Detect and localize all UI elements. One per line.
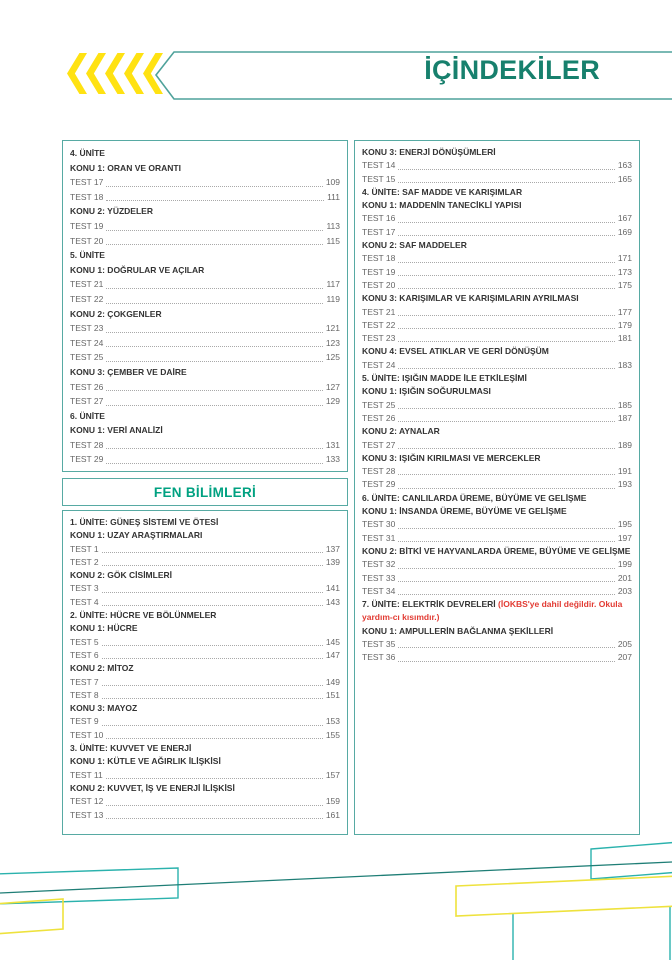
toc-test-row (70, 277, 340, 292)
topic-title: KONU 3: KARIŞIMLAR VE KARIŞIMLARIN AYRILMASI (362, 293, 579, 304)
toc-topic-row (70, 529, 340, 542)
toc-test-row (362, 306, 632, 319)
page-number: 187 (617, 412, 632, 423)
test-label: TEST 9 (70, 716, 99, 727)
test-label: TEST 24 (362, 359, 396, 370)
dotted-leader (102, 725, 323, 726)
dotted-leader (102, 645, 323, 646)
toc-topic-row (362, 292, 632, 305)
dotted-leader (106, 818, 322, 819)
toc-test-row (362, 465, 632, 478)
test-label: TEST 34 (362, 585, 396, 596)
toc-test-row (362, 532, 632, 545)
topic-title: KONU 1: KÜTLE VE AĞIRLIK İLİŞKİSİ (70, 756, 221, 767)
dotted-leader (106, 332, 322, 333)
topic-title: KONU 1: İNSANDA ÜREME, BÜYÜME VE GELİŞME (362, 506, 567, 517)
toc-topic-row (362, 199, 632, 212)
test-label: TEST 21 (70, 279, 104, 290)
test-label: TEST 1 (70, 543, 99, 554)
toc-topic-row (70, 307, 340, 322)
dotted-leader (398, 421, 614, 422)
toc-topic-row (70, 662, 340, 675)
toc-test-row (70, 636, 340, 649)
test-label: TEST 23 (362, 333, 396, 344)
test-label: TEST 27 (70, 396, 104, 407)
toc-test-row (362, 412, 632, 425)
toc-test-row (70, 234, 340, 249)
page-number: 175 (617, 279, 632, 290)
dotted-leader (398, 528, 614, 529)
dotted-leader (106, 448, 322, 449)
page-number: 159 (325, 796, 340, 807)
toc-test-row (70, 556, 340, 569)
toc-test-row (70, 795, 340, 808)
toc-test-row (70, 350, 340, 365)
test-label: TEST 17 (362, 226, 396, 237)
test-label: TEST 15 (362, 173, 396, 184)
page-number: 133 (325, 454, 340, 465)
test-label: TEST 20 (362, 279, 396, 290)
toc-unit-row (70, 609, 340, 622)
test-label: TEST 4 (70, 596, 99, 607)
dotted-leader (106, 738, 322, 739)
test-label: TEST 32 (362, 559, 396, 570)
toc-topic-row (362, 146, 632, 159)
test-label: TEST 17 (70, 177, 104, 188)
page-number: 147 (325, 649, 340, 660)
dotted-leader (102, 698, 323, 699)
test-label: TEST 12 (70, 796, 104, 807)
page-number: 183 (617, 359, 632, 370)
page-number: 139 (325, 556, 340, 567)
toc-test-row (70, 394, 340, 409)
toc-test-row (70, 452, 340, 467)
toc-test-row (70, 190, 340, 205)
toc-unit-row (362, 186, 632, 199)
toc-topic-row (70, 204, 340, 219)
test-label: TEST 21 (362, 306, 396, 317)
page-number: 143 (325, 596, 340, 607)
toc-unit-row (70, 516, 340, 529)
toc-unit-row (362, 598, 632, 625)
page-number: 201 (617, 572, 632, 583)
dotted-leader (102, 685, 323, 686)
page-number: 119 (326, 293, 340, 304)
page-number: 117 (326, 279, 340, 290)
toc-topic-row (70, 755, 340, 768)
test-label: TEST 22 (362, 319, 396, 330)
test-label: TEST 6 (70, 649, 99, 660)
toc-test-row (70, 769, 340, 782)
topic-title: KONU 3: IŞIĞIN KIRILMASI VE MERCEKLER (362, 452, 541, 463)
dotted-leader (398, 222, 614, 223)
page-number: 193 (617, 479, 632, 490)
toc-topic-row (362, 239, 632, 252)
topic-title: KONU 1: VERİ ANALİZİ (70, 425, 163, 436)
dotted-leader (398, 275, 614, 276)
toc-test-row (362, 266, 632, 279)
page-number: 181 (617, 333, 632, 344)
page-number: 177 (617, 306, 632, 317)
toc-topic-row (362, 545, 632, 558)
toc-topic-row (70, 263, 340, 278)
toc-topic-row (70, 702, 340, 715)
test-label: TEST 29 (70, 454, 104, 465)
page-number: 195 (617, 519, 632, 530)
toc-test-row (70, 292, 340, 307)
toc-test-row (70, 582, 340, 595)
test-label: TEST 31 (362, 532, 396, 543)
toc-test-row (70, 649, 340, 662)
toc-unit-row (70, 409, 340, 424)
test-label: TEST 13 (70, 809, 104, 820)
section-header-fen-bilimleri: FEN BİLİMLERİ (153, 484, 257, 500)
dotted-leader (398, 341, 614, 342)
test-label: TEST 2 (70, 556, 99, 567)
dotted-leader (398, 568, 614, 569)
toc-test-row (362, 252, 632, 265)
toc-test-row (362, 585, 632, 598)
page-number: 151 (325, 689, 340, 700)
toc-topic-row (362, 452, 632, 465)
test-label: TEST 10 (70, 729, 104, 740)
page-number: 129 (325, 396, 340, 407)
test-label: TEST 14 (362, 160, 396, 171)
toc-unit-row (70, 146, 340, 161)
page-number: 189 (617, 439, 632, 450)
dotted-leader (398, 235, 614, 236)
test-label: TEST 18 (362, 253, 396, 264)
chevron-decoration (60, 53, 155, 94)
dotted-leader (106, 303, 323, 304)
topic-title: KONU 2: SAF MADDELER (362, 240, 467, 251)
dotted-leader (106, 346, 322, 347)
page-number: 149 (325, 676, 340, 687)
toc-test-row (362, 332, 632, 345)
test-label: TEST 28 (70, 439, 104, 450)
toc-test-row (70, 596, 340, 609)
topic-title: KONU 1: IŞIĞIN SOĞURULMASI (362, 386, 491, 397)
page-number: 113 (326, 220, 340, 231)
unit-title: 5. ÜNİTE: IŞIĞIN MADDE İLE ETKİLEŞİMİ (362, 373, 527, 384)
section-header-box (62, 478, 348, 506)
toc-test-row (70, 543, 340, 556)
topic-title: KONU 1: UZAY ARAŞTIRMALARI (70, 530, 203, 541)
test-label: TEST 35 (362, 638, 396, 649)
unit-title: 5. ÜNİTE (70, 250, 105, 261)
unit-title: 1. ÜNİTE: GÜNEŞ SİSTEMİ VE ÖTESİ (70, 517, 219, 527)
test-label: TEST 11 (70, 769, 103, 780)
toc-test-row (70, 438, 340, 453)
toc-test-row (362, 359, 632, 372)
topic-title: KONU 3: MAYOZ (70, 703, 138, 714)
dotted-leader (398, 448, 614, 449)
toc-box-bottom-left (62, 510, 348, 835)
toc-topic-row (70, 782, 340, 795)
test-label: TEST 18 (70, 191, 104, 202)
topic-title: KONU 4: EVSEL ATIKLAR VE GERİ DÖNÜŞÜM (362, 346, 549, 357)
toc-topic-row (70, 365, 340, 380)
topic-title: KONU 1: AMPULLERİN BAĞLANMA ŞEKİLLERİ (362, 625, 554, 636)
page-number: 109 (325, 177, 340, 188)
page-number: 179 (617, 319, 632, 330)
toc-test-row (362, 638, 632, 651)
topic-title: KONU 2: KUVVET, İŞ VE ENERJİ İLİŞKİSİ (70, 782, 235, 793)
test-label: TEST 22 (70, 293, 104, 304)
toc-test-row (362, 159, 632, 172)
page-number: 169 (617, 226, 632, 237)
dotted-leader (398, 328, 614, 329)
test-label: TEST 5 (70, 636, 99, 647)
page-number: 145 (325, 636, 340, 647)
page-number: 191 (617, 466, 632, 477)
page-number: 121 (325, 323, 340, 334)
page-number: 167 (617, 213, 632, 224)
toc-test-row (70, 175, 340, 190)
topic-title: KONU 3: ENERJİ DÖNÜŞÜMLERİ (362, 147, 496, 157)
test-label: TEST 20 (70, 235, 104, 246)
dotted-leader (102, 592, 323, 593)
unit-title: 4. ÜNİTE (70, 148, 105, 158)
dotted-leader (398, 315, 614, 316)
toc-unit-row (362, 492, 632, 505)
dotted-leader (398, 182, 614, 183)
toc-box-top-left (62, 140, 348, 472)
topic-title: KONU 2: AYNALAR (362, 426, 440, 437)
toc-test-row (362, 279, 632, 292)
toc-test-row (70, 219, 340, 234)
toc-test-row (362, 439, 632, 452)
page-number: 153 (325, 716, 340, 727)
dotted-leader (106, 244, 323, 245)
dotted-leader (106, 186, 322, 187)
dotted-leader (106, 778, 323, 779)
toc-topic-row (362, 425, 632, 438)
toc-test-row (362, 572, 632, 585)
toc-test-row (70, 809, 340, 822)
dotted-leader (106, 390, 322, 391)
page-number: 111 (327, 191, 340, 202)
page-number: 137 (325, 543, 340, 554)
page-header (0, 0, 672, 120)
test-label: TEST 25 (70, 352, 104, 363)
test-label: TEST 16 (362, 213, 396, 224)
toc-test-row (362, 558, 632, 571)
unit-note-red: (İOKBS'ye dahil değildir. Okula yardım-cı kısımdır.) (362, 599, 623, 623)
dotted-leader (106, 805, 322, 806)
test-label: TEST 33 (362, 572, 396, 583)
toc-test-row (362, 226, 632, 239)
topic-title: KONU 2: BİTKİ VE HAYVANLARDA ÜREME, BÜYÜME VE GELİŞME (362, 545, 631, 556)
dotted-leader (398, 661, 614, 662)
test-label: TEST 28 (362, 466, 396, 477)
page-number: 199 (617, 559, 632, 570)
test-label: TEST 23 (70, 323, 104, 334)
dotted-leader (106, 463, 322, 464)
dotted-leader (102, 552, 323, 553)
page-number: 163 (617, 160, 632, 171)
toc-unit-row (70, 248, 340, 263)
page-number: 127 (325, 381, 340, 392)
page-number: 203 (617, 585, 632, 596)
page-number: 141 (325, 583, 340, 594)
test-label: TEST 19 (70, 220, 104, 231)
dotted-leader (102, 565, 323, 566)
toc-test-row (362, 319, 632, 332)
unit-title: 4. ÜNİTE: SAF MADDE VE KARIŞIMLAR (362, 186, 523, 197)
unit-title: 7. ÜNİTE: ELEKTRİK DEVRELERİ (362, 599, 499, 610)
test-label: TEST 26 (362, 412, 396, 423)
dotted-leader (398, 474, 614, 475)
toc-topic-row (362, 345, 632, 358)
toc-test-row (362, 518, 632, 531)
toc-test-row (70, 336, 340, 351)
toc-test-row (70, 380, 340, 395)
test-label: TEST 27 (362, 439, 396, 450)
dotted-leader (106, 200, 324, 201)
toc-topic-row (70, 423, 340, 438)
dotted-leader (102, 658, 323, 659)
page-title: İÇİNDEKİLER (424, 55, 600, 85)
page-number: 125 (325, 352, 340, 363)
toc-test-row (70, 689, 340, 702)
toc-topic-row (362, 505, 632, 518)
toc-test-row (362, 478, 632, 491)
test-label: TEST 36 (362, 652, 396, 663)
dotted-leader (398, 647, 614, 648)
test-label: TEST 30 (362, 519, 396, 530)
dotted-leader (398, 288, 614, 289)
toc-topic-row (70, 622, 340, 635)
toc-box-right (354, 140, 640, 835)
dotted-leader (106, 230, 323, 231)
dotted-leader (106, 288, 323, 289)
test-label: TEST 3 (70, 583, 99, 594)
chevron-left-icon (60, 53, 87, 94)
page-number: 165 (617, 173, 632, 184)
topic-title: KONU 1: MADDENİN TANECİKLİ YAPISI (362, 200, 522, 211)
test-label: TEST 29 (362, 479, 396, 490)
test-label: TEST 7 (70, 676, 99, 687)
topic-title: KONU 1: HÜCRE (70, 623, 138, 634)
footer-decoration (0, 835, 672, 960)
topic-title: KONU 2: GÖK CİSİMLERİ (70, 570, 173, 581)
page-number: 173 (617, 266, 632, 277)
unit-title: 6. ÜNİTE: CANLILARDA ÜREME, BÜYÜME VE GELİŞME (362, 492, 587, 503)
toc-topic-row (362, 625, 632, 638)
test-label: TEST 8 (70, 689, 99, 700)
toc-unit-row (70, 742, 340, 755)
dotted-leader (398, 488, 614, 489)
toc-test-row (362, 212, 632, 225)
dotted-leader (398, 581, 614, 582)
page-number: 115 (326, 235, 340, 246)
toc-unit-row (362, 372, 632, 385)
page-number: 197 (617, 532, 632, 543)
topic-title: KONU 2: YÜZDELER (70, 206, 153, 217)
page-number: 123 (325, 337, 340, 348)
toc-test-row (70, 715, 340, 728)
toc-test-row (362, 173, 632, 186)
toc-test-row (70, 676, 340, 689)
dotted-leader (106, 405, 322, 406)
toc-topic-row (70, 161, 340, 176)
dotted-leader (398, 169, 614, 170)
dotted-leader (106, 361, 322, 362)
test-label: TEST 26 (70, 381, 104, 392)
topic-title: KONU 2: ÇOKGENLER (70, 308, 162, 319)
test-label: TEST 25 (362, 399, 396, 410)
page-number: 161 (325, 809, 340, 820)
toc-test-row (362, 399, 632, 412)
page-number: 185 (617, 399, 632, 410)
toc-test-row (362, 651, 632, 664)
dotted-leader (102, 605, 323, 606)
toc-topic-row (70, 569, 340, 582)
topic-title: KONU 3: ÇEMBER VE DAİRE (70, 366, 187, 377)
dotted-leader (398, 594, 614, 595)
page-number: 171 (617, 253, 632, 264)
page-number: 157 (325, 769, 340, 780)
unit-title: 3. ÜNİTE: KUVVET VE ENERJİ (70, 743, 192, 754)
toc-topic-row (362, 385, 632, 398)
dotted-leader (398, 262, 614, 263)
topic-title: KONU 1: DOĞRULAR VE AÇILAR (70, 264, 205, 275)
toc-test-row (70, 729, 340, 742)
topic-title: KONU 2: MİTOZ (70, 663, 134, 674)
page-number: 205 (617, 638, 632, 649)
dotted-leader (398, 408, 614, 409)
dotted-leader (398, 368, 614, 369)
toc-test-row (70, 321, 340, 336)
topic-title: KONU 1: ORAN VE ORANTI (70, 162, 181, 173)
unit-title: 2. ÜNİTE: HÜCRE VE BÖLÜNMELER (70, 610, 217, 621)
test-label: TEST 19 (362, 266, 396, 277)
page-number: 155 (325, 729, 340, 740)
dotted-leader (398, 541, 614, 542)
unit-title: 6. ÜNİTE (70, 410, 105, 421)
test-label: TEST 24 (70, 337, 104, 348)
page-number: 207 (617, 652, 632, 663)
page-number: 131 (325, 439, 340, 450)
